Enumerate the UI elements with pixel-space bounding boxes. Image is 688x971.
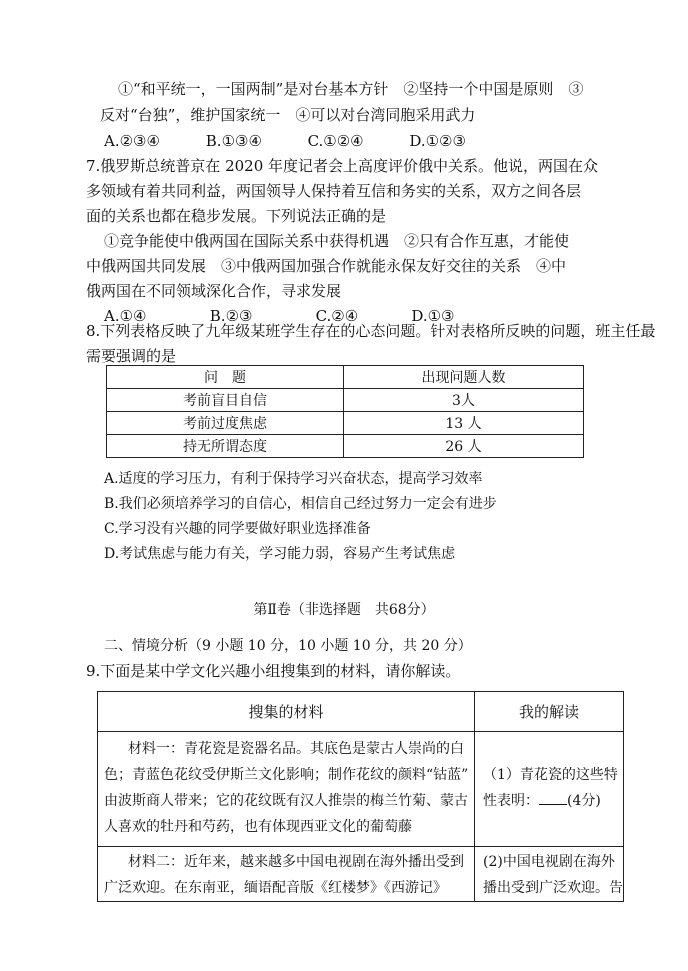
q9-stem: 9.下面是某中学文化兴趣小组搜集到的材料，请你解读。 — [86, 662, 461, 680]
q6-option-d: D.①②③ — [409, 132, 466, 150]
table-header-cell: 出现问题人数 — [344, 366, 584, 389]
part2-title: 第Ⅱ卷（非选择题 共68分） — [253, 602, 435, 618]
material-1-line: 由波斯商人带来；它的花纹既有汉人推崇的梅兰竹菊、蒙古 — [104, 793, 468, 809]
q7-option-a: A.①④ — [104, 307, 147, 325]
table-row — [107, 389, 584, 412]
q6-statement-line-2: 反对“台独”，维护国家统一 ④可以对台湾同胞采用武力 — [100, 106, 476, 124]
q7-option-c: C.②④ — [315, 307, 359, 325]
answer-1-prefix: 性表明： — [483, 793, 539, 809]
q7-stem-line-2: 多领域有着共同利益，两国领导人保持着互信和务实的关系，双方之间各层 — [86, 182, 582, 200]
answer-blank[interactable] — [539, 791, 567, 805]
material-1-line: 色；青蓝色花纹受伊斯兰文化影响；制作花纹的颜料“钴蓝” — [104, 767, 469, 783]
material-1-line: 材料一：青花瓷是瓷器名品。其底色是蒙古人崇尚的白 — [128, 741, 464, 757]
q6-option-a: A.②③④ — [104, 132, 160, 150]
table-header-cell: 搜集的材料 — [98, 692, 475, 732]
answer-1-line — [483, 788, 623, 814]
q8-option-b: B.我们必须培养学习的自信心，相信自己经过努力一定会有进步 — [104, 496, 497, 512]
q8-table — [106, 365, 584, 458]
answer-1-cell — [475, 732, 624, 847]
table-cell: 持无所谓态度 — [107, 435, 344, 458]
answer-2-line: 播出受到广泛欢迎。告 — [483, 880, 623, 896]
q8-stem-line-2: 需要强调的是 — [86, 347, 177, 365]
q6-option-c: C.①②④ — [307, 132, 364, 150]
table-header-cell: 我的解读 — [475, 692, 624, 732]
material-1-cell — [98, 732, 475, 847]
material-2-line: 材料二：近年来，越来越多中国电视剧在海外播出受到 — [128, 854, 464, 870]
answer-1-points: (4分) — [567, 793, 601, 809]
table-cell: 考前过度焦虑 — [107, 412, 344, 435]
q8-stem-line-1: 8.下列表格反映了九年级某班学生存在的心态问题。针对表格所反映的问题，班主任最 — [86, 322, 656, 340]
material-2-line: 广泛欢迎。在东南亚，缅语配音版《红楼梦》《西游记》 — [104, 880, 447, 896]
q7-statement-line-2: 中俄两国共同发展 ③中俄两国加强合作就能永保友好交往的关系 ④中 — [86, 257, 567, 275]
answer-2-line: (2)中国电视剧在海外 — [483, 854, 615, 870]
section-heading: 二、情境分析（9 小题 10 分，10 小题 10 分，共 20 分） — [104, 638, 472, 654]
table-cell: 考前盲目自信 — [107, 389, 344, 412]
table-cell: 13 人 — [344, 412, 584, 435]
table-cell: 3人 — [344, 389, 584, 412]
table-row — [98, 732, 624, 847]
q7-option-d: D.①③ — [411, 307, 455, 325]
q7-statement-line-1: ①竞争能使中俄两国在国际关系中获得机遇 ②只有合作互惠，才能使 — [104, 232, 570, 250]
table-header-cell: 问 题 — [107, 366, 344, 389]
material-2-cell — [98, 847, 475, 902]
table-cell: 26 人 — [344, 435, 584, 458]
q6-options — [104, 132, 466, 150]
q8-option-a: A.适度的学习压力，有利于保持学习兴奋状态，提高学习效率 — [104, 471, 483, 487]
q6-statement-line-1: ①“和平统一，一国两制”是对台基本方针 ②坚持一个中国是原则 ③ — [118, 80, 584, 98]
table-row — [98, 847, 624, 902]
q8-option-d: D.考试焦虑与能力有关，学习能力弱，容易产生考试焦虑 — [104, 546, 456, 562]
answer-2-cell — [475, 847, 624, 902]
table-row — [107, 435, 584, 458]
q6-option-b: B.①③④ — [205, 132, 262, 150]
table-header-row — [98, 692, 624, 732]
q8-option-c: C.学习没有兴趣的同学要做好职业选择准备 — [104, 521, 371, 537]
q7-stem-line-3: 面的关系也都在稳步发展。下列说法正确的是 — [86, 207, 387, 225]
answer-1-line: （1）青花瓷的这些特 — [483, 767, 618, 783]
q7-statement-line-3: 俄两国在不同领域深化合作，寻求发展 — [86, 282, 342, 300]
q7-stem-line-1: 7.俄罗斯总统普京在 2020 年度记者会上高度评价俄中关系。他说，两国在众 — [86, 157, 599, 175]
q7-option-b: B.②③ — [209, 307, 253, 325]
table-row — [107, 412, 584, 435]
material-1-line: 人喜欢的牡丹和芍药，也有体现西亚文化的葡萄藤 — [104, 819, 412, 835]
table-header-row — [107, 366, 584, 389]
q9-table — [97, 691, 624, 902]
